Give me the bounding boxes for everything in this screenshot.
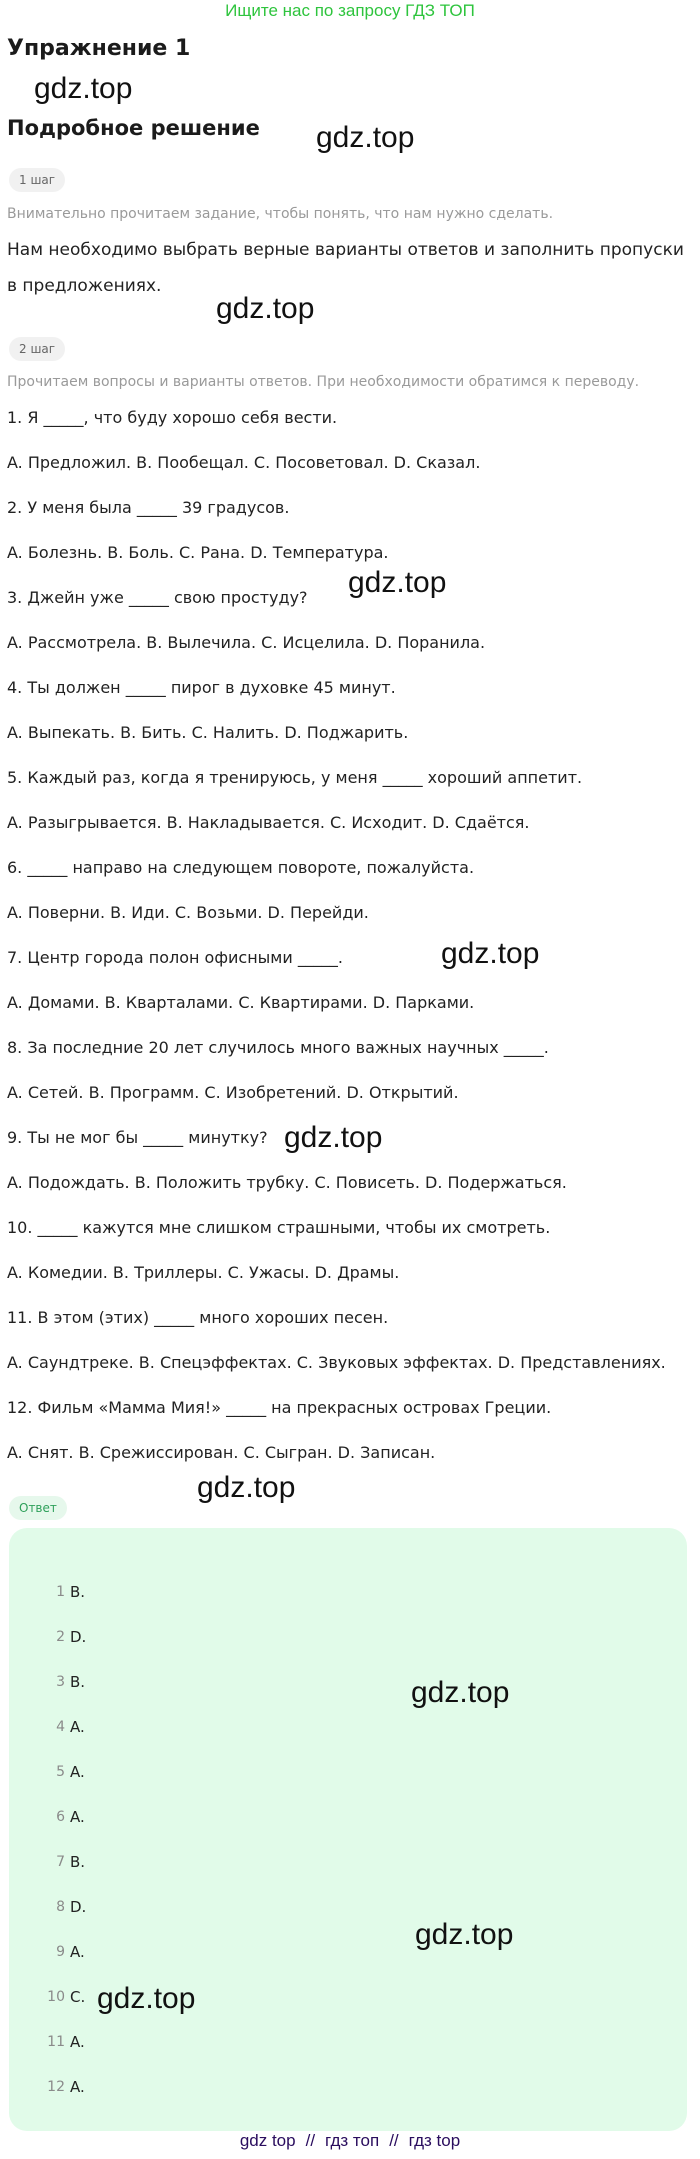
answer-value: D. [70,1898,87,1916]
answer-value: A. [70,1808,85,1826]
answer-number: 6 [56,1809,65,1825]
answer-number: 2 [56,1629,65,1645]
step-badge: 2 шаг [9,337,65,361]
watermark: gdz.top [197,1471,296,1504]
options-line: A. Болезнь. B. Боль. C. Рана. D. Температура. [7,543,389,562]
answer-item [9,2075,309,2099]
answer-number: 7 [56,1854,65,1870]
footer-link[interactable]: gdz top [239,2131,296,2150]
question-line: 6. _____ направо на следующем повороте, пожалуйста. [7,858,475,877]
question-line: 12. Фильм «Мамма Мия!» _____ на прекрасных островах Греции. [7,1398,552,1417]
answer-number: 10 [47,1989,65,2005]
answer-value: C. [70,1988,86,2006]
question-line: 4. Ты должен _____ пирог в духовке 45 минут. [7,678,396,697]
step-badge: 1 шаг [9,168,65,192]
answer-number: 12 [47,2079,65,2095]
options-line: A. Комедии. B. Триллеры. C. Ужасы. D. Драмы. [7,1263,400,1282]
watermark: gdz.top [34,72,133,105]
options-line: A. Домами. B. Кварталами. C. Квартирами. D. Парками. [7,993,475,1012]
watermark: gdz.top [316,121,415,154]
answer-item [9,1670,309,1694]
question-line: 5. Каждый раз, когда я тренируюсь, у меня _____ хороший аппетит. [7,768,583,787]
answer-value: A. [70,1718,85,1736]
answer-value: A. [70,1763,85,1781]
answer-value: D. [70,1628,87,1646]
answer-number: 3 [56,1674,65,1690]
answer-item [9,1850,309,1874]
answer-box [9,1528,687,2131]
footer-link[interactable]: гдз топ [325,2131,380,2150]
question-line: 7. Центр города полон офисными _____. [7,948,343,967]
answer-item [9,1625,309,1649]
answer-value: A. [70,2078,85,2096]
question-line: 3. Джейн уже _____ свою простуду? [7,588,308,607]
step-description: Нам необходимо выбрать верные варианты ответов и заполнить пропуски в предложениях. [7,240,684,296]
watermark: gdz.top [441,937,540,970]
answer-number: 1 [56,1584,65,1600]
answer-number: 5 [56,1764,65,1780]
answer-item [9,1895,309,1919]
question-line: 8. За последние 20 лет случилось много важных научных _____. [7,1038,549,1057]
question-line: 2. У меня была _____ 39 градусов. [7,498,290,517]
watermark: gdz.top [284,1121,383,1154]
options-line: A. Предложил. B. Пообещал. C. Посоветовал. D. Сказал. [7,453,481,472]
answer-value: B. [70,1673,86,1691]
footer-link[interactable]: гдз top [408,2131,461,2150]
answer-item [9,1805,309,1829]
options-line: A. Рассмотрела. B. Вылечила. C. Исцелила. D. Поранила. [7,633,486,652]
search-promo-banner: Ищите нас по запросу ГДЗ ТОП [225,1,475,20]
watermark: gdz.top [348,566,447,599]
answer-number: 4 [56,1719,65,1735]
watermark: gdz.top [97,1982,196,2015]
step-hint: Внимательно прочитаем задание, чтобы понять, что нам нужно сделать. [7,206,554,222]
answer-value: A. [70,2033,85,2051]
answer-number: 9 [56,1944,65,1960]
answer-number: 8 [56,1899,65,1915]
options-line: A. Поверни. B. Иди. C. Возьми. D. Перейди. [7,903,369,922]
answer-value: A. [70,1943,85,1961]
watermark: gdz.top [411,1676,510,1709]
answer-item [9,1580,309,1604]
question-line: 9. Ты не мог бы _____ минутку? [7,1128,268,1147]
options-line: A. Подождать. B. Положить трубку. C. Повисеть. D. Подержаться. [7,1173,567,1192]
question-line: 10. _____ кажутся мне слишком страшными, чтобы их смотреть. [7,1218,551,1237]
options-line: A. Сетей. B. Программ. C. Изобретений. D. Открытий. [7,1083,459,1102]
watermark: gdz.top [216,292,315,325]
footer-separator: // [305,2131,316,2150]
answer-item [9,1715,309,1739]
footer-separator: // [389,2131,399,2150]
question-line: 1. Я _____, что буду хорошо себя вести. [7,408,338,427]
question-line: 11. В этом (этих) _____ много хороших песен. [7,1308,389,1327]
answer-value: B. [70,1853,86,1871]
answer-item [9,1760,309,1784]
options-line: A. Выпекать. B. Бить. C. Налить. D. Поджарить. [7,723,409,742]
answer-item [9,2030,309,2054]
answer-item [9,1940,309,1964]
page-title: Упражнение 1 [7,36,191,61]
options-line: A. Саундтреке. B. Спецэффектах. C. Звуковых эффектах. D. Представлениях. [7,1353,666,1372]
footer-links [0,2129,700,2153]
options-line: A. Снят. B. Срежиссирован. C. Сыгран. D. Записан. [7,1443,436,1462]
options-line: A. Разыгрывается. B. Накладывается. C. Исходит. D. Сдаётся. [7,813,530,832]
watermark: gdz.top [415,1918,514,1951]
answer-value: B. [70,1583,86,1601]
answer-badge: Ответ [9,1496,67,1520]
answer-number: 11 [47,2034,65,2050]
step-hint: Прочитаем вопросы и варианты ответов. При необходимости обратимся к переводу. [7,374,640,390]
solution-heading: Подробное решение [7,116,260,140]
